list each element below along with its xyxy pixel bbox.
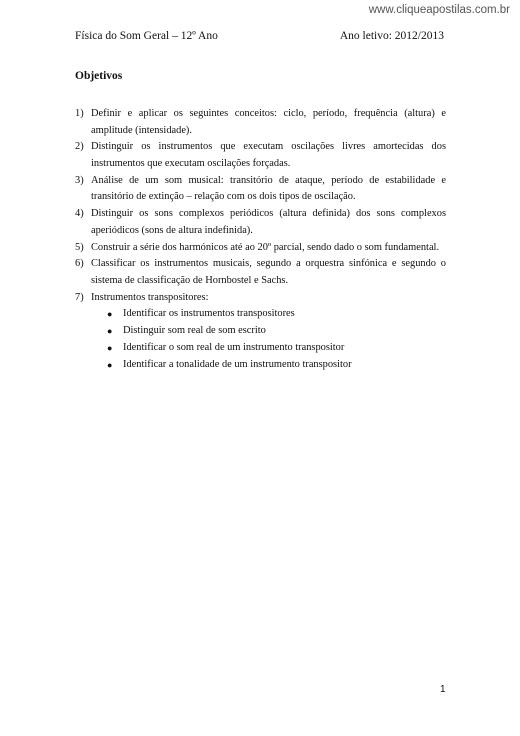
header-course-title: Física do Som Geral – 12º Ano	[75, 30, 218, 42]
objective-number: 1)	[75, 108, 84, 119]
objective-text: Classificar os instrumentos musicais, segundo a orquestra sinfónica e segundo o sistema de classificação de Hornbostel e Sachs.	[91, 258, 446, 286]
sub-item-text: Identificar o som real de um instrumento transpositor	[123, 342, 345, 353]
objective-text: Instrumentos transpositores:	[91, 291, 209, 303]
sub-item-text: Identificar a tonalidade de um instrumento transpositor	[123, 358, 352, 370]
objectives-list	[75, 106, 446, 374]
objective-item	[75, 240, 446, 257]
objective-number: 7)	[75, 291, 84, 303]
sub-list-item	[91, 340, 446, 357]
header-school-year: Ano letivo: 2012/2013	[339, 30, 444, 42]
bullet-icon: ●	[107, 309, 113, 320]
objective-text: Construir a série dos harmónicos até ao 20º parcial, sendo dado o som fundamental.	[91, 241, 440, 253]
watermark-url: www.cliqueapostilas.com.br	[368, 4, 510, 16]
bullet-icon: ●	[107, 326, 113, 337]
objective-text: Definir e aplicar os seguintes conceitos: ciclo, período, frequência (altura) e amplitude (intensidade).	[91, 108, 446, 136]
objective-number: 4)	[75, 208, 84, 220]
sub-item-text: Identificar os instrumentos transpositores	[123, 308, 295, 320]
section-title: Objetivos	[75, 70, 123, 82]
objective-number: 3)	[75, 174, 84, 186]
objective-item	[75, 106, 446, 139]
objective-item	[75, 290, 446, 374]
transposing-subitems-list	[91, 306, 446, 373]
objective-text: Distinguir os sons complexos periódicos (altura definida) dos sons complexos aperiódicos (sons de altura indefinida).	[91, 208, 446, 236]
objective-item	[75, 256, 446, 289]
objective-item	[75, 206, 446, 239]
page-number: 1	[440, 684, 446, 695]
bullet-icon: ●	[107, 359, 113, 370]
sub-list-item	[91, 323, 446, 340]
objective-text: Análise de um som musical: transitório de ataque, período de estabilidade e transitório de extinção – relação com os dois tipos de oscilação.	[91, 174, 446, 203]
sub-list-item	[91, 357, 446, 374]
sub-item-text: Distinguir som real de som escrito	[123, 325, 266, 337]
objective-number: 2)	[75, 141, 84, 153]
bullet-icon: ●	[107, 343, 113, 353]
objective-item	[75, 173, 446, 206]
sub-list-item	[91, 306, 446, 323]
objective-item	[75, 139, 446, 172]
objective-body	[91, 290, 446, 374]
objective-number: 5)	[75, 241, 84, 253]
objective-number: 6)	[75, 258, 84, 270]
objective-text: Distinguir os instrumentos que executam oscilações livres amortecidas dos instrumentos que executam oscilações forçadas.	[91, 141, 446, 169]
